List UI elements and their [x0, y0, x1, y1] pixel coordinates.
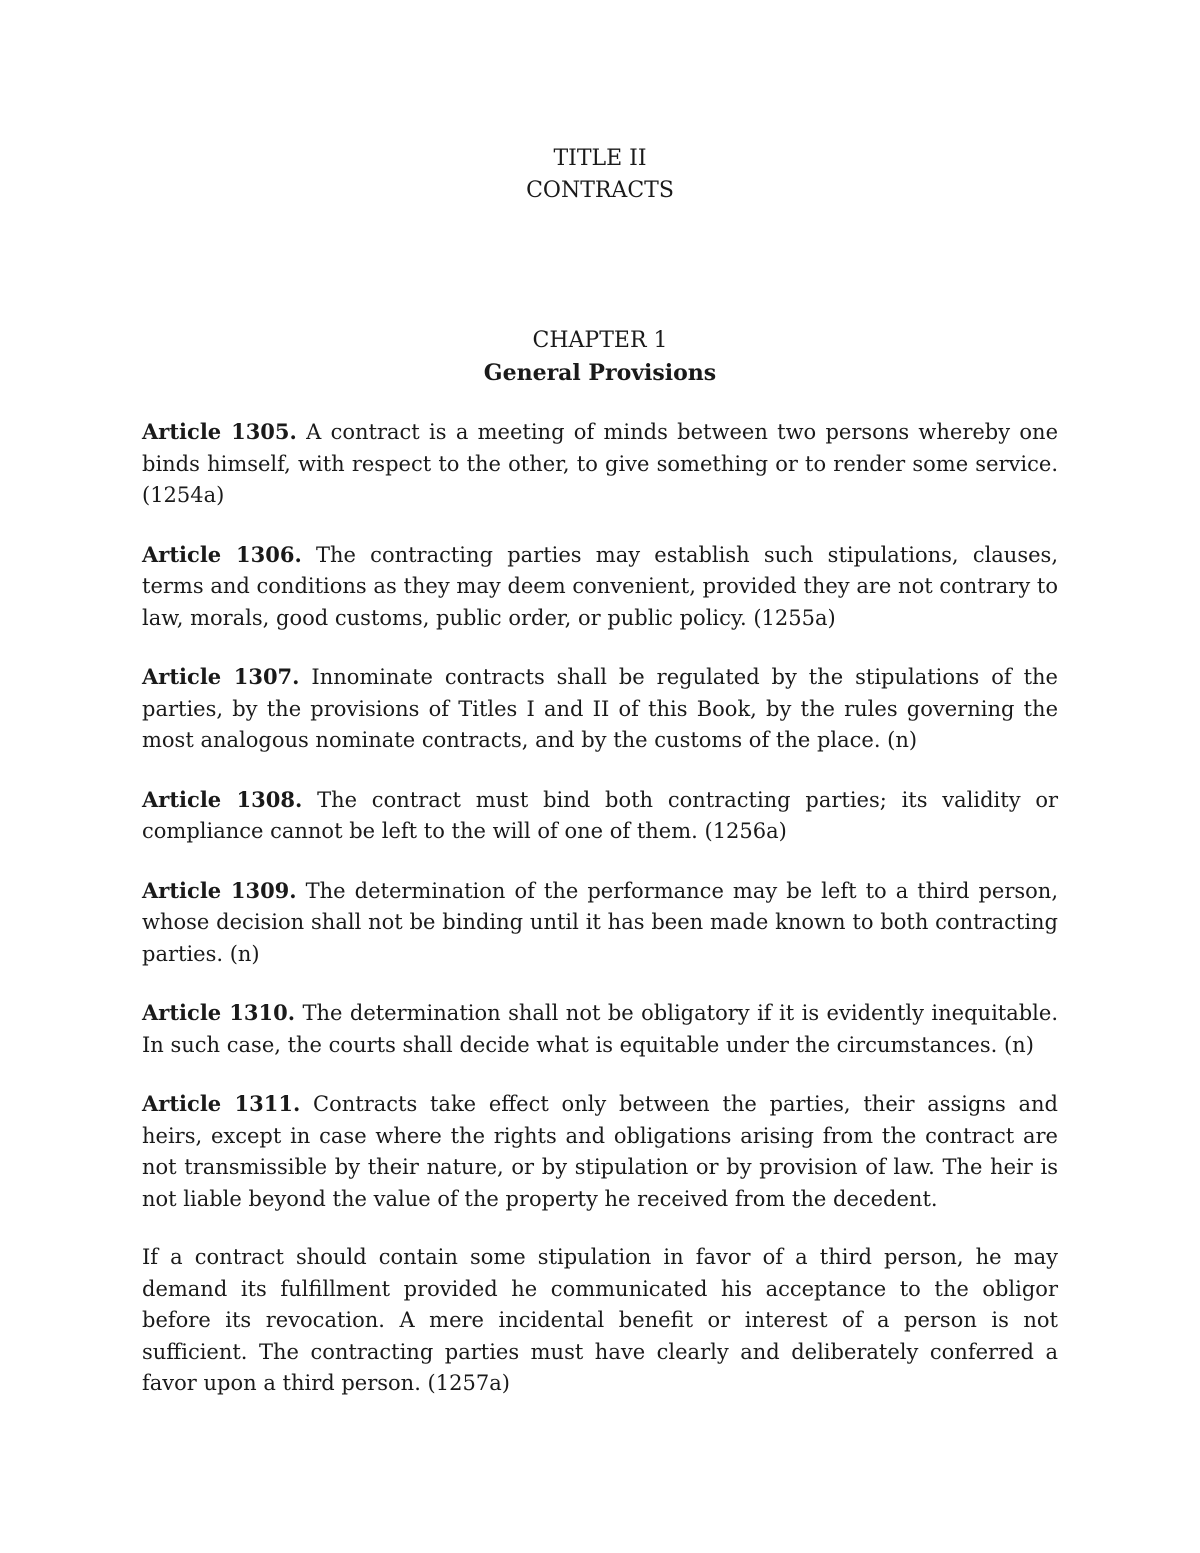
article-1308: [142, 784, 1058, 848]
title-name: CONTRACTS: [526, 178, 674, 203]
article-1306: [142, 539, 1058, 635]
article-label: Article 1307.: [142, 664, 300, 689]
article-label: Article 1311.: [142, 1091, 301, 1116]
article-label: Article 1306.: [142, 541, 302, 567]
article-text: Contracts take effect only between the parties, their assigns and heirs, except in case where the rights and obligations arising from the contract are not transmissible by their nature, or by stipulation or by provision of law. The heir is not liable beyond the value of the property he received from the decedent.: [142, 1092, 1058, 1211]
article-label: Article 1305.: [142, 419, 297, 444]
article-1305: [142, 416, 1058, 512]
article-label: Article 1309.: [142, 877, 297, 903]
title-number: TITLE II: [553, 146, 647, 171]
article-text: Innominate contracts shall be regulated by the stipulations of the parties, by the provisions of Titles I and II of this Book, by the rules governing the most analogous nominate contracts, and by the customs of the place. (n): [142, 665, 1058, 752]
title-heading: [0, 143, 1200, 207]
article-text: The determination shall not be obligatory if it is evidently inequitable. In such case, the courts shall decide what is equitable under the circumstances. (n): [142, 1001, 1059, 1057]
article-text: The contract must bind both contracting parties; its validity or compliance cannot be left to the will of one of them. (1256a): [142, 787, 1059, 843]
article-text: A contract is a meeting of minds between two persons whereby one binds himself, with respect to the other, to give something or to render some service. (1254a): [142, 420, 1058, 507]
article-label: Article 1310.: [142, 1000, 296, 1025]
article-1310: [142, 997, 1058, 1061]
article-text: The contracting parties may establish such stipulations, clauses, terms and conditions as they may deem convenient, provided they are not contrary to law, morals, good customs, public order, or public policy. (1255a): [142, 542, 1058, 630]
chapter-heading: [0, 325, 1200, 389]
article-1309: [142, 875, 1058, 971]
chapter-number: CHAPTER 1: [532, 328, 668, 353]
article-text: The determination of the performance may be left to a third person, whose decision shall not be binding until it has been made known to both contracting parties. (n): [142, 878, 1058, 966]
article-1307: [142, 661, 1058, 757]
article-1311-continuation: If a contract should contain some stipulation in favor of a third person, he may demand its fulfillment provided he communicated his acceptance to the obligor before its revocation. A mere incidental benefit or interest of a person is not sufficient. The contracting parties must have clearly and deliberately conferred a favor upon a third person. (1257a): [142, 1245, 1058, 1395]
chapter-name: General Provisions: [483, 360, 717, 386]
article-1311: [142, 1088, 1058, 1215]
document-body: [142, 416, 1058, 1427]
article-label: Article 1308.: [142, 786, 303, 812]
